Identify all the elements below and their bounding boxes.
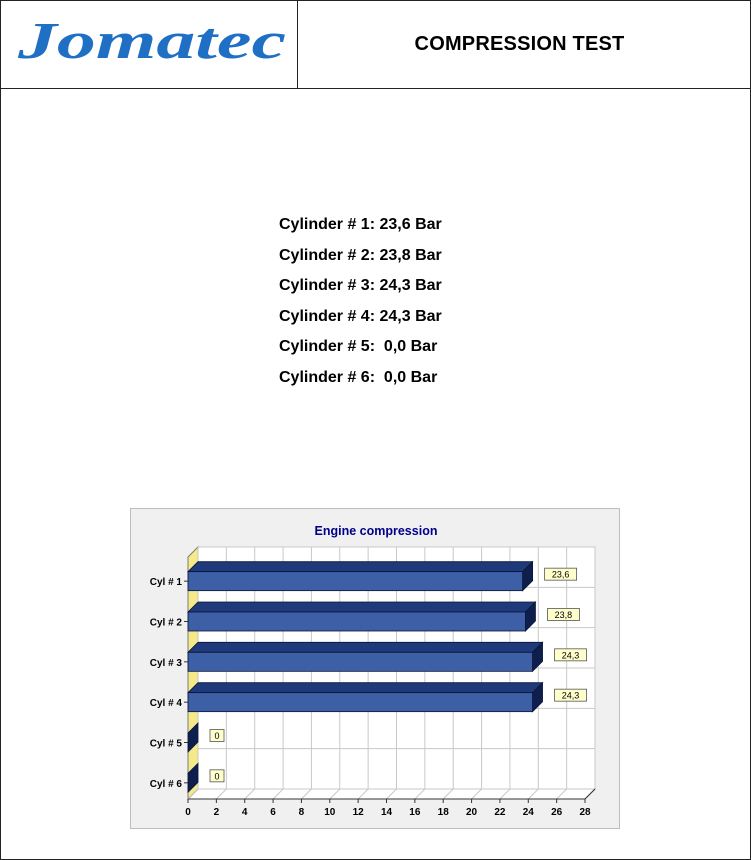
bar-top-face <box>188 642 543 652</box>
engine-compression-chart <box>130 508 620 829</box>
report-title: COMPRESSION TEST <box>414 32 625 55</box>
data-label: 0 <box>214 731 220 741</box>
x-tick-label: 22 <box>494 807 506 818</box>
reading-cylinder-1: Cylinder # 1: 23,6 Bar <box>279 216 442 233</box>
logo-cell <box>0 0 298 88</box>
chart-title: Engine compression <box>314 524 438 538</box>
x-tick-label: 2 <box>213 807 220 818</box>
x-tick-label: 26 <box>551 807 563 818</box>
data-label: 23,8 <box>554 610 573 620</box>
x-tick-label: 12 <box>352 807 364 818</box>
bar-top-face <box>188 683 543 693</box>
bar-cyl-2 <box>188 602 535 631</box>
bar-front-face <box>188 693 533 712</box>
reading-cylinder-4: Cylinder # 4: 24,3 Bar <box>279 307 442 325</box>
data-label: 0 <box>214 771 220 782</box>
x-tick-label: 14 <box>380 807 393 818</box>
bar-top-face <box>188 602 535 612</box>
y-tick-label: Cyl # 3 <box>149 657 182 669</box>
reading-cylinder-5: Cylinder # 5: 0,0 Bar <box>279 338 438 356</box>
company-logo <box>14 10 289 70</box>
x-tick-label: 20 <box>466 807 478 818</box>
x-tick-label: 10 <box>324 807 336 818</box>
y-tick-label: Cyl # 2 <box>149 617 182 629</box>
chart-canvas <box>131 509 619 828</box>
data-label: 23,6 <box>551 569 570 580</box>
x-tick-label: 28 <box>579 807 591 818</box>
reading-cylinder-2: Cylinder # 2: 23,8 Bar <box>279 246 442 264</box>
reading-cylinder-6: Cylinder # 6: 0,0 Bar <box>279 368 438 386</box>
bar-cyl-1 <box>188 562 533 591</box>
bar-front-face <box>188 612 525 631</box>
cylinder-readings <box>279 214 442 398</box>
x-tick-label: 6 <box>270 807 276 818</box>
reading-cylinder-3: Cylinder # 3: 24,3 Bar <box>279 277 442 295</box>
bar-cyl-3 <box>188 642 543 671</box>
y-tick-label: Cyl # 5 <box>149 738 182 750</box>
report-header <box>0 0 751 89</box>
x-tick-label: 18 <box>437 807 449 818</box>
x-tick-label: 0 <box>185 807 191 818</box>
data-label: 24,3 <box>561 690 580 701</box>
logo-text: Jomatec <box>16 13 286 70</box>
x-tick-label: 4 <box>241 807 248 818</box>
bar-front-face <box>188 652 533 671</box>
y-tick-label: Cyl # 1 <box>149 577 182 589</box>
bar-front-face <box>188 572 523 591</box>
title-cell <box>298 0 751 88</box>
x-tick-label: 24 <box>522 807 534 818</box>
bar-cyl-4 <box>188 683 543 712</box>
x-tick-label: 8 <box>298 807 305 818</box>
y-tick-label: Cyl # 6 <box>149 778 182 790</box>
x-tick-label: 16 <box>409 807 421 818</box>
bar-top-face <box>188 562 533 572</box>
y-tick-label: Cyl # 4 <box>149 698 182 710</box>
data-label: 24,3 <box>561 650 580 661</box>
